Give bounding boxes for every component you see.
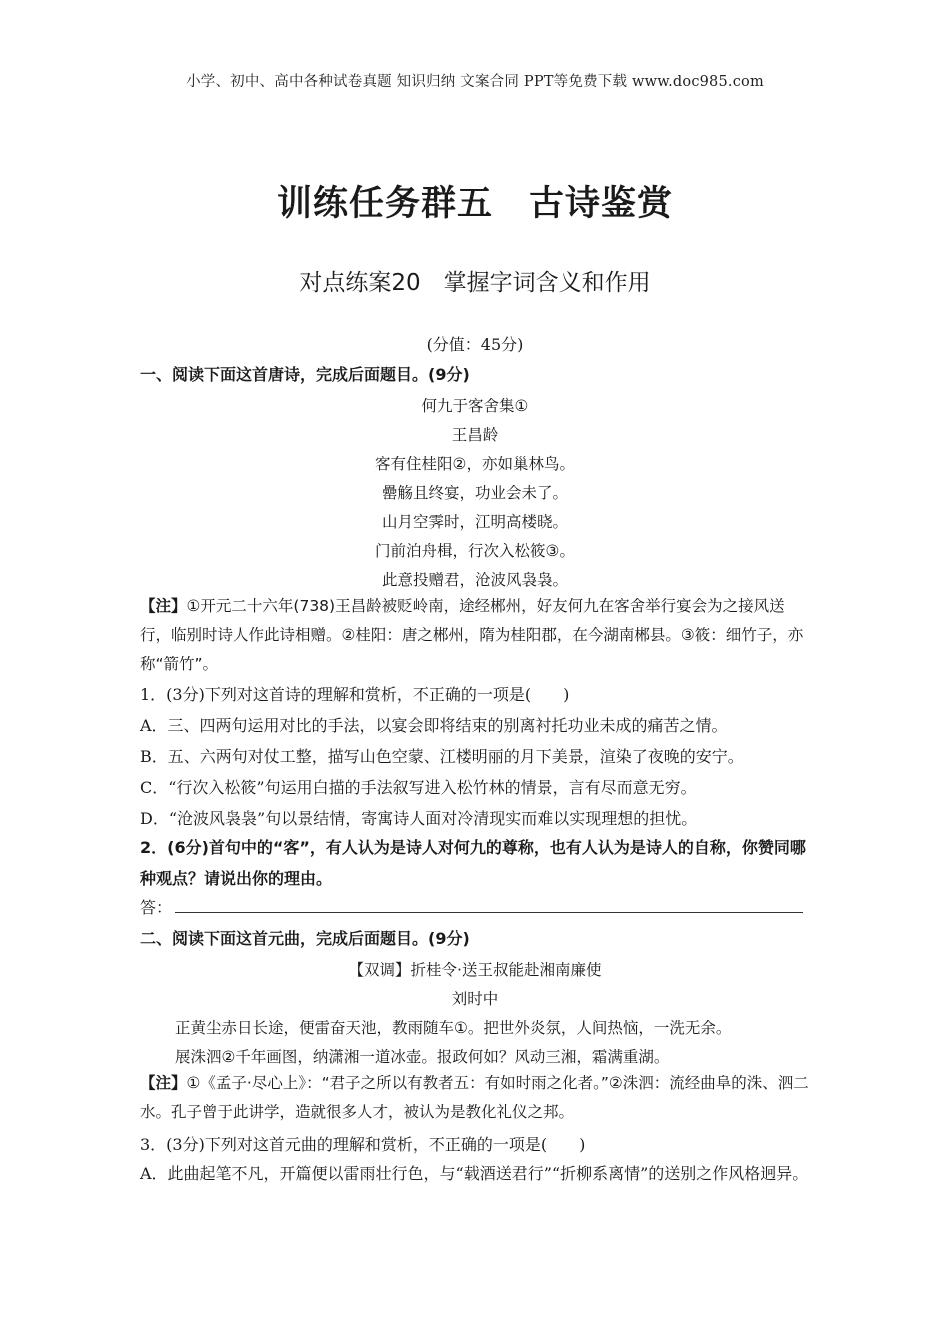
- section1-poem-title: 何九于客舍集①: [421, 397, 529, 415]
- note-label: 【注】: [140, 1074, 187, 1092]
- section1-poem-line: 门前泊舟楫，行次入松筱③。: [375, 542, 575, 560]
- question-2-stem: 2．(6分)首句中的“客”，有人认为是诗人对何九的尊称，也有人认为是诗人的自称，你赞同哪种观点？请说出你的理由。: [140, 838, 806, 888]
- page-subtitle: 对点练案20 掌握字词含义和作用: [299, 270, 651, 296]
- section1-note: [140, 592, 812, 679]
- answer-line[interactable]: [175, 912, 803, 913]
- note-text: ①开元二十六年(738)王昌龄被贬岭南，途经郴州，好友何九在客舍举行宴会为之接风送行，临别时诗人作此诗相赠。②桂阳：唐之郴州，隋为桂阳郡，在今湖南郴县。③筱：细竹子，亦称“箭竹”。: [140, 597, 804, 673]
- section2-heading: 二、阅读下面这首元曲，完成后面题目。(9分): [140, 929, 470, 948]
- question-1-option: A．三、四两句运用对比的手法，以宴会即将结束的别离衬托功业未成的痛苦之情。: [140, 716, 728, 735]
- question-3-option: A．此曲起笔不凡，开篇便以雷雨壮行色，与“载酒送君行”“折柳系离情”的送别之作风格迥异。: [140, 1164, 809, 1183]
- section1-heading: 一、阅读下面这首唐诗，完成后面题目。(9分): [140, 365, 470, 384]
- note-label: 【注】: [140, 597, 187, 615]
- section2-poem-title: 【双调】折桂令·送王叔能赴湘南廉使: [348, 961, 602, 979]
- section1-poem-author: 王昌龄: [451, 426, 499, 444]
- answer-label: 答：: [140, 898, 173, 917]
- section1-poem-line: 此意投赠君，沧波风袅袅。: [381, 571, 568, 589]
- section2-note: [140, 1069, 812, 1127]
- section1-poem-line: 山月空霁时，江明高楼晓。: [381, 513, 568, 531]
- score-label: (分值：45分): [426, 335, 524, 354]
- page-title: 训练任务群五 古诗鉴赏: [276, 184, 673, 224]
- section2-poem-line: 正黄尘赤日长途，便雷奋天池，教雨随车①。把世外炎氛，人间热恼，一洗无余。: [175, 1019, 732, 1037]
- section2-poem-author: 刘时中: [451, 990, 499, 1008]
- question-1-stem: 1．(3分)下列对这首诗的理解和赏析，不正确的一项是( ): [140, 685, 570, 704]
- section1-poem-line: 罍觞且终宴，功业会未了。: [381, 484, 568, 502]
- note-text: ①《孟子·尽心上》：“君子之所以有教者五：有如时雨之化者。”②洙泗：流经曲阜的洙、泗二水。孔子曾于此讲学，造就很多人才，被认为是教化礼仪之邦。: [140, 1074, 809, 1121]
- question-3-stem: 3．(3分)下列对这首元曲的理解和赏析，不正确的一项是( ): [140, 1135, 586, 1154]
- page-header: 小学、初中、高中各种试卷真题 知识归纳 文案合同 PPT等免费下载 www.doc985.com: [186, 74, 764, 90]
- section1-poem-line: 客有住桂阳②，亦如巢林鸟。: [375, 455, 575, 473]
- question-1-option: B．五、六两句对仗工整，描写山色空蒙、江楼明丽的月下美景，渲染了夜晚的安宁。: [140, 747, 744, 766]
- question-1-option: C．“行次入松筱”句运用白描的手法叙写进入松竹林的情景，言有尽而意无穷。: [140, 778, 697, 797]
- section2-poem-line: 展洙泗②千年画图，纳潇湘一道冰壶。报政何如？风动三湘，霜满重湖。: [175, 1048, 670, 1066]
- question-1-option: D．“沧波风袅袅”句以景结情，寄寓诗人面对冷清现实而难以实现理想的担忧。: [140, 809, 698, 828]
